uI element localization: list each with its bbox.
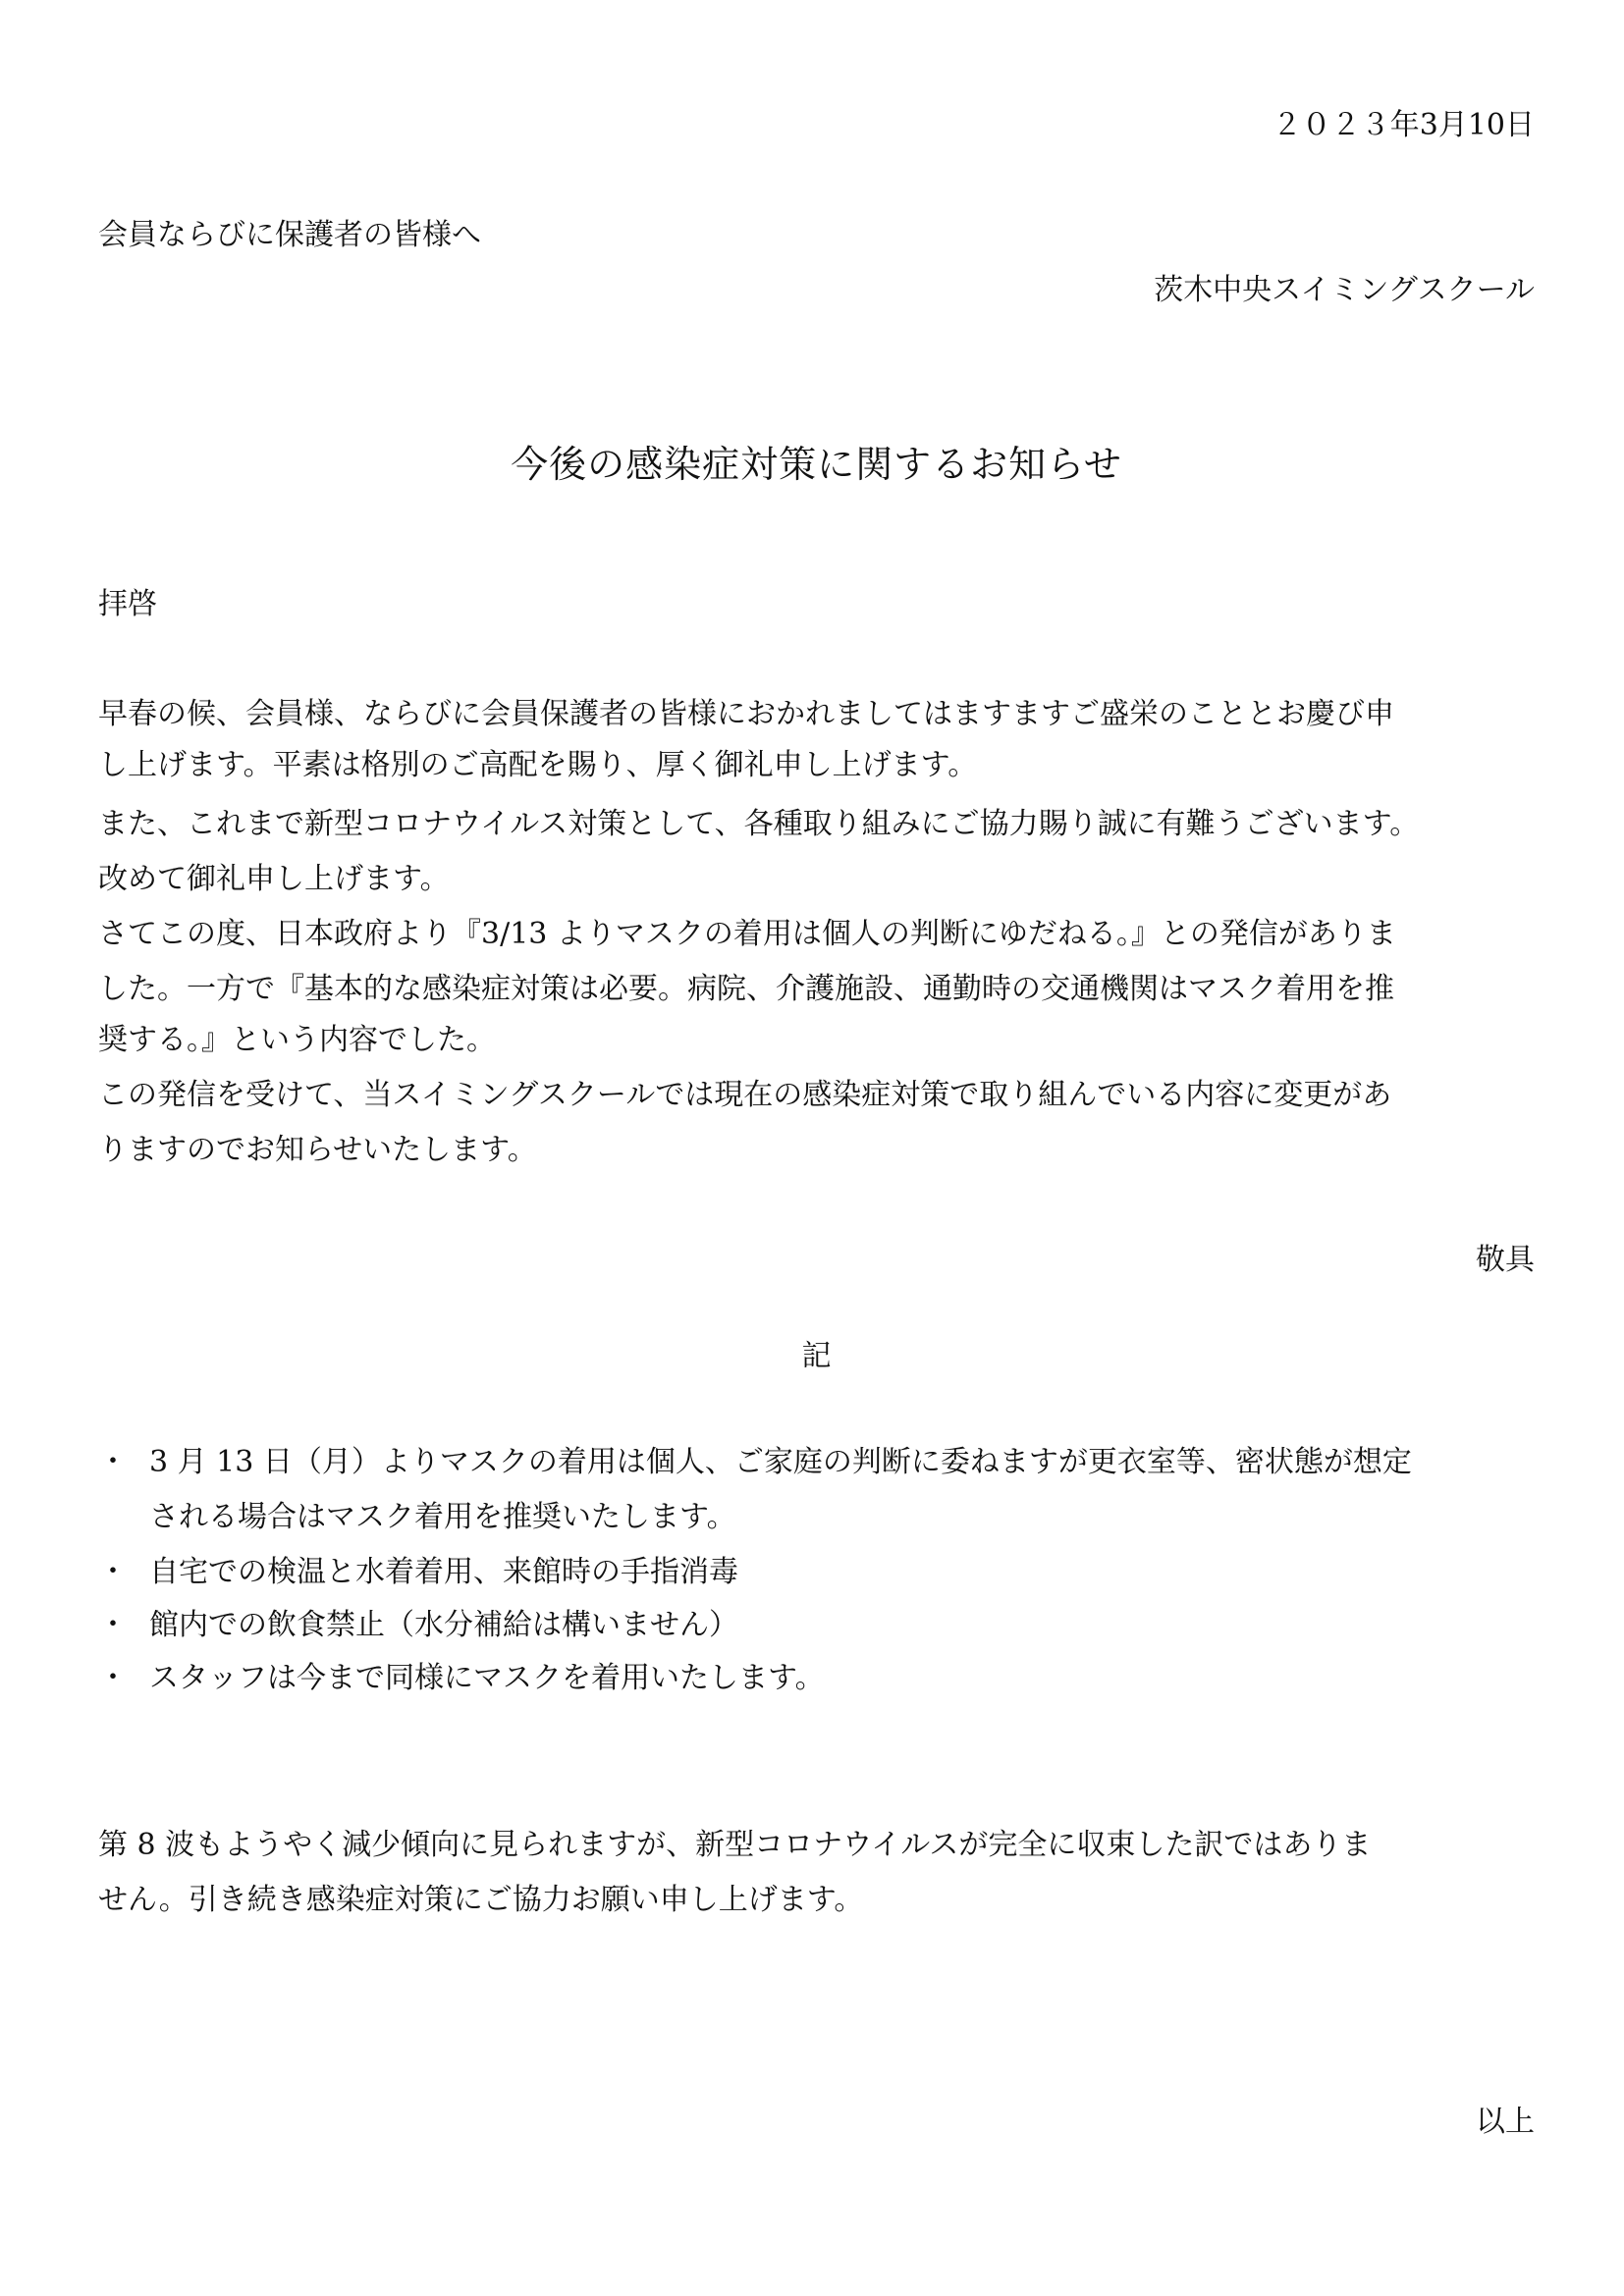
body-line: 奨する。』という内容でした。 bbox=[98, 1023, 496, 1057]
closing-line: せん。引き続き感染症対策にご協力お願い申し上げます。 bbox=[98, 1883, 864, 1917]
document-title: 今後の感染症対策に関するお知らせ bbox=[511, 443, 1122, 486]
body-line: さてこの度、日本政府より『3/13 よりマスクの着用は個人の判断にゆだねる。』との発信がありま bbox=[98, 917, 1396, 951]
bullet-marker: ・ bbox=[98, 1608, 128, 1642]
list-item-text: 3 月 13 日（月）よりマスクの着用は個人、ご家庭の判断に委ねますが更衣室等、密状態が想定 bbox=[149, 1445, 1412, 1479]
ki-heading: 記 bbox=[801, 1339, 832, 1373]
closing-line: 第 8 波もようやく減少傾向に見られますが、新型コロナウイルスが完全に収束した訳ではありま bbox=[98, 1828, 1372, 1862]
bullet-marker: ・ bbox=[98, 1661, 128, 1695]
list-item bbox=[98, 1439, 1535, 1541]
list-item-text: 館内での飲食禁止（水分補給は構いません） bbox=[149, 1608, 738, 1642]
ijou-ending: 以上 bbox=[1476, 2105, 1535, 2139]
body-line: し上げます。平素は格別のご高配を賜り、厚く御礼申し上げます。 bbox=[98, 748, 978, 782]
bullet-marker: ・ bbox=[98, 1555, 128, 1589]
body-line: この発信を受けて、当スイミングスクールでは現在の感染症対策で取り組んでいる内容に変更があ bbox=[98, 1078, 1392, 1112]
body-line: りますのでお知らせいたします。 bbox=[98, 1133, 537, 1167]
sender-line: 茨木中央スイミングスクール bbox=[1154, 273, 1535, 307]
salutation-close: 敬具 bbox=[1476, 1243, 1535, 1277]
body-line: 早春の候、会員様、ならびに会員保護者の皆様におかれましてはますますご盛栄のこととお慶び申 bbox=[98, 697, 1394, 731]
document-date: ２０２３年3月10日 bbox=[1272, 108, 1535, 142]
body-line: した。一方で『基本的な感染症対策は必要。病院、介護施設、通勤時の交通機関はマスク着用を推 bbox=[98, 972, 1394, 1006]
bullet-marker: ・ bbox=[98, 1445, 128, 1479]
recipient-line: 会員ならびに保護者の皆様へ bbox=[98, 218, 481, 252]
body-line: 改めて御礼申し上げます。 bbox=[98, 862, 450, 896]
list-item-text: スタッフは今まで同様にマスクを着用いたします。 bbox=[149, 1661, 825, 1695]
list-item bbox=[98, 1655, 1535, 1702]
list-item-text-continued: される場合はマスク着用を推奨いたします。 bbox=[149, 1500, 736, 1534]
list-item bbox=[98, 1602, 1535, 1649]
list-item bbox=[98, 1549, 1535, 1596]
salutation-open: 拝啓 bbox=[98, 587, 157, 621]
body-line: また、これまで新型コロナウイルス対策として、各種取り組みにご協力賜り誠に有難うございます。 bbox=[98, 807, 1420, 841]
list-item-text: 自宅での検温と水着着用、来館時の手指消毒 bbox=[149, 1555, 738, 1589]
